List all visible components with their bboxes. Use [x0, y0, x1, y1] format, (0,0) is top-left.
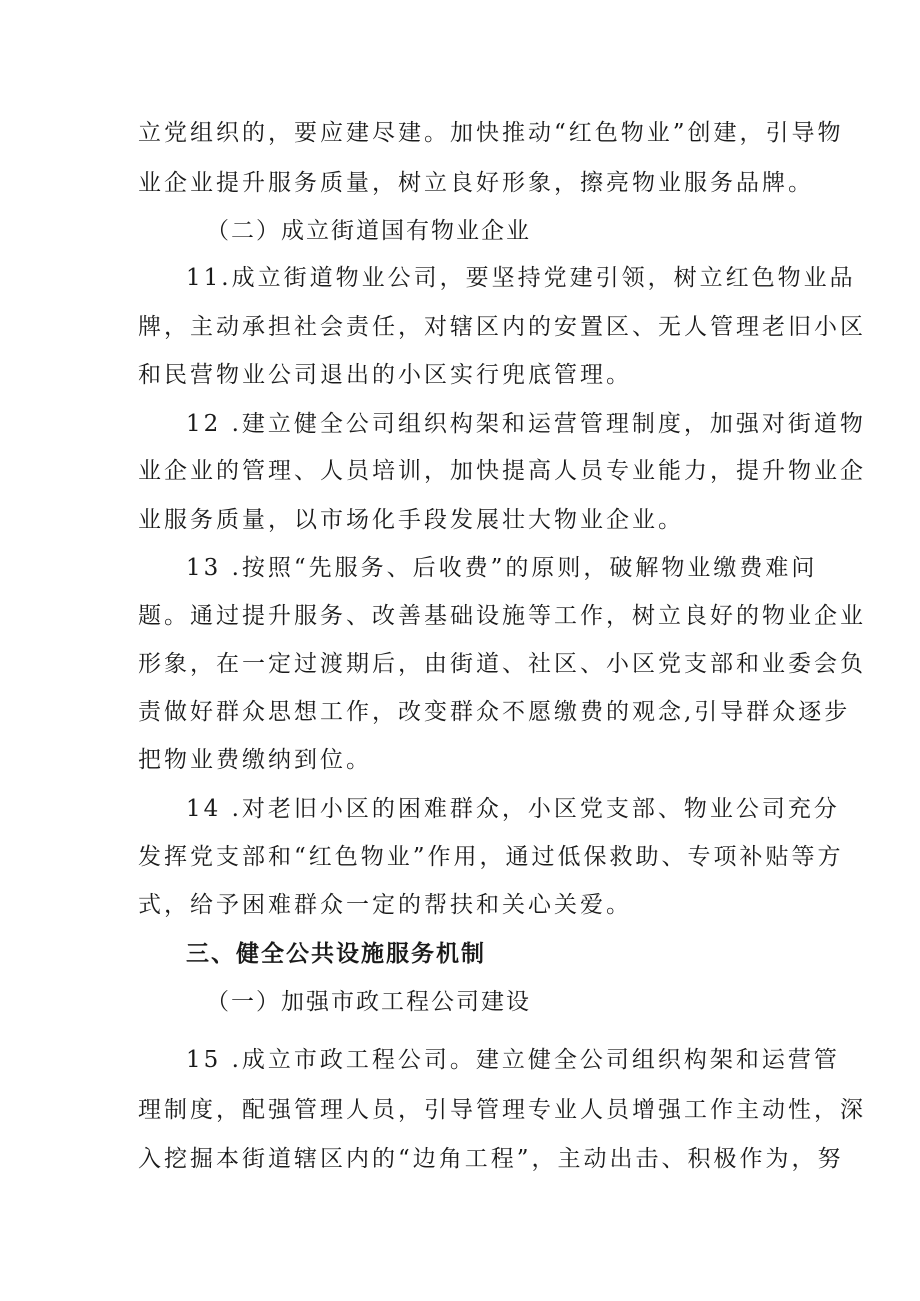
paragraph-line: 牌，主动承担社会责任，对辖区内的安置区、无人管理老旧小区: [138, 314, 866, 340]
paragraph-line: 立党组织的，要应建尽建。加快推动“红色物业”创建，引导物: [138, 120, 844, 146]
paragraph-line: 14 .对老旧小区的困难群众，小区党支部、物业公司充分: [186, 796, 840, 822]
paragraph-line: 把物业费缴纳到位。: [138, 747, 372, 773]
paragraph-line: 业服务质量，以市场化手段发展壮大物业企业。: [138, 507, 684, 533]
paragraph-line: 15 .成立市政工程公司。建立健全公司组织构架和运营管: [186, 1047, 840, 1073]
section-heading: 三、健全公共设施服务机制: [186, 940, 486, 967]
paragraph-line: 和民营物业公司退出的小区实行兜底管理。: [138, 362, 632, 388]
paragraph-line: 式，给予困难群众一定的帮扶和关心关爱。: [138, 892, 632, 918]
section-subheading: （一）加强市政工程公司建设: [206, 989, 531, 1015]
paragraph-line: 11.成立街道物业公司，要坚持党建引领，树立红色物业品: [186, 265, 856, 291]
paragraph-line: 责做好群众思想工作，改变群众不愿缴费的观念,引导群众逐步: [138, 699, 851, 725]
paragraph-line: 理制度，配强管理人员，引导管理专业人员增强工作主动性，深: [138, 1097, 866, 1123]
paragraph-line: 发挥党支部和“红色物业”作用，通过低保救助、专项补贴等方: [138, 844, 844, 870]
paragraph-line: 入挖掘本街道辖区内的“边角工程”，主动出击、积极作为，努: [138, 1146, 844, 1172]
paragraph-line: 题。通过提升服务、改善基础设施等工作，树立良好的物业企业: [138, 603, 866, 629]
section-subheading: （二）成立街道国有物业企业: [206, 218, 531, 244]
paragraph-line: 形象，在一定过渡期后，由街道、社区、小区党支部和业委会负: [138, 651, 866, 677]
paragraph-line: 业企业的管理、人员培训，加快提高人员专业能力，提升物业企: [138, 458, 866, 484]
paragraph-line: 13 .按照“先服务、后收费”的原则，破解物业缴费难问: [186, 555, 818, 581]
paragraph-line: 12 .建立健全公司组织构架和运营管理制度，加强对街道物: [186, 411, 866, 437]
paragraph-line: 业企业提升服务质量，树立良好形象，擦亮物业服务品牌。: [138, 170, 814, 196]
